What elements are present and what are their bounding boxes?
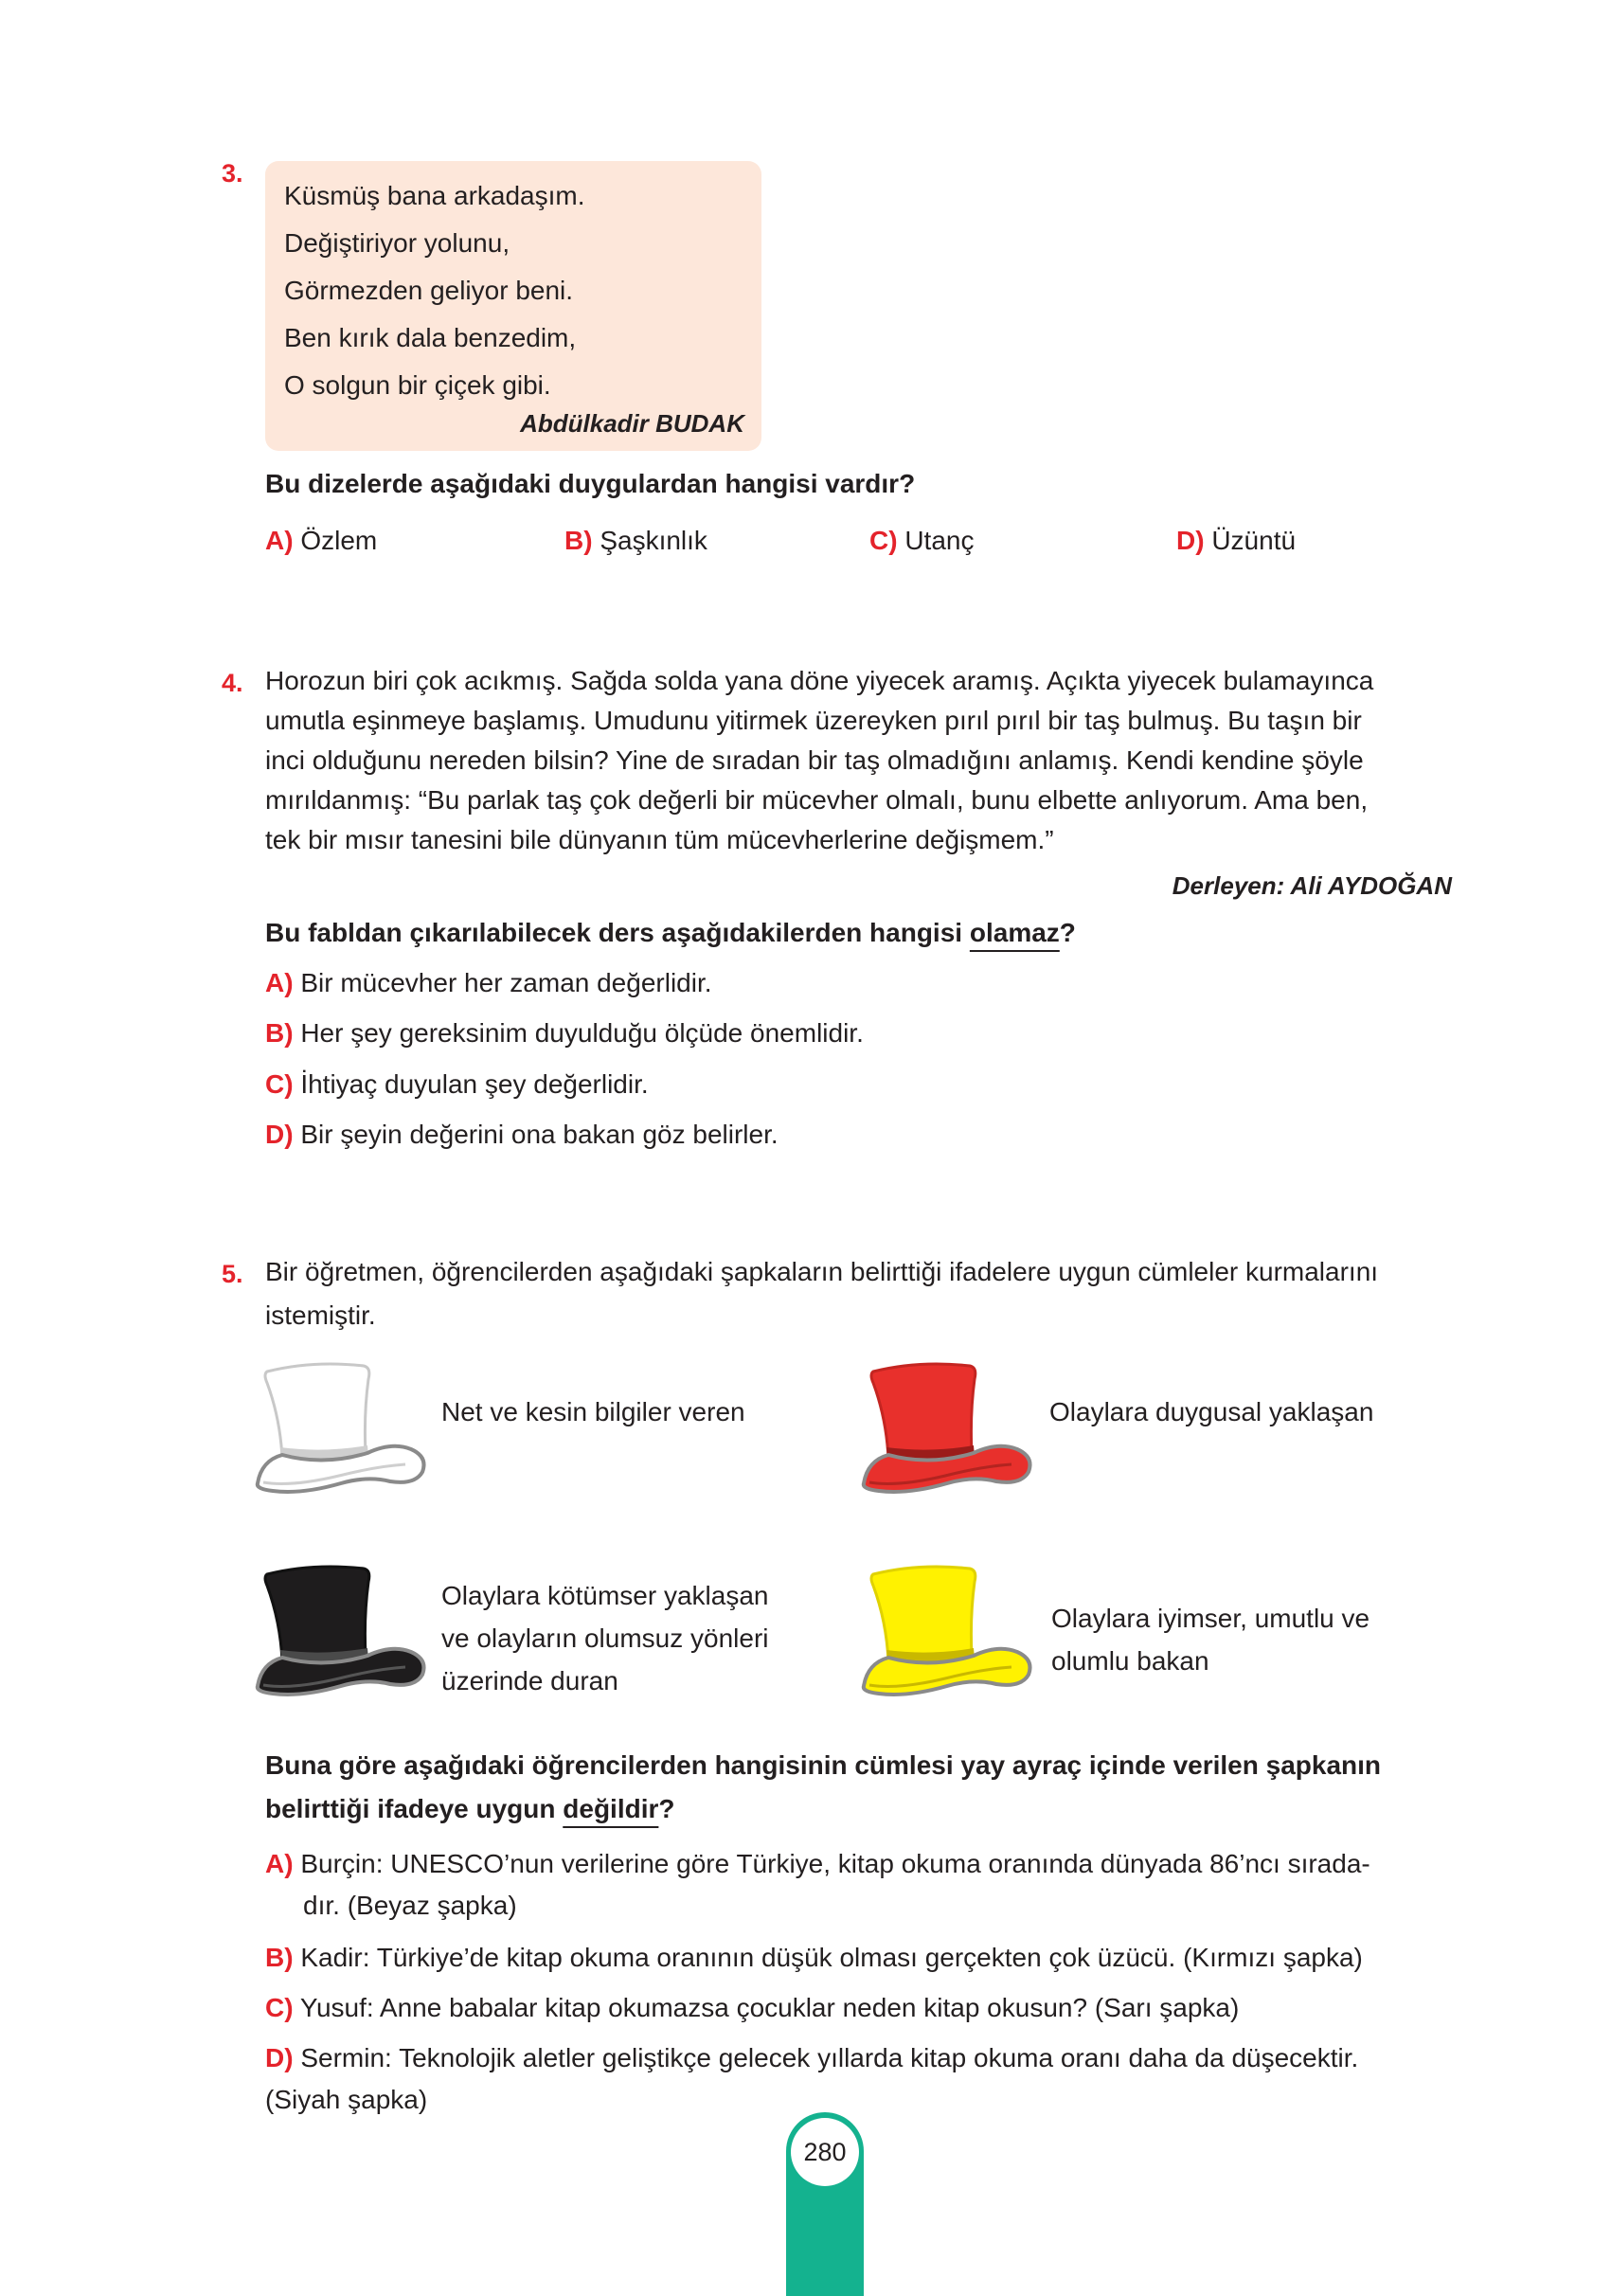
option-text: Kadir: Türkiye’de kitap okuma oranının düşük olması gerçekten çok üzücü. (Kırmızı şapka): [300, 1943, 1363, 1972]
question-5-number: 5.: [222, 1260, 243, 1288]
poem-line: Küsmüş bana arkadaşım.: [284, 181, 585, 210]
q3-option-b[interactable]: [564, 521, 707, 561]
option-text: Bir mücevher her zaman değerlidir.: [300, 968, 712, 997]
option-letter: B): [265, 1018, 294, 1048]
option-text: Burçin: UNESCO’nun verilerine göre Türkiye, kitap okuma oranında dünyada 86’ncı sırada-: [300, 1849, 1370, 1878]
option-letter: A): [265, 968, 294, 997]
fable-line: umutla eşinmeye başlamış. Umudunu yitirmek üzereyken pırıl pırıl bir taş bulmuş. Bu taşın bir: [265, 706, 1362, 735]
option-text: Her şey gereksinim duyulduğu ölçüde önemlidir.: [300, 1018, 864, 1048]
black-hat-label-line: ve olayların olumsuz yönleri: [441, 1623, 769, 1653]
fable-line: Horozun biri çok acıkmış. Sağda solda yana döne yiyecek aramış. Açıkta yiyecek bulamayınca: [265, 666, 1374, 695]
question-5-stem-line: [265, 1789, 675, 1829]
q5-option-a[interactable]: [265, 1844, 1370, 1926]
yellow-hat-label: [1051, 1597, 1369, 1682]
fable-compiler: Derleyen: Ali AYDOĞAN: [1172, 871, 1452, 900]
q4-option-b[interactable]: [265, 1013, 864, 1053]
stem-end: ?: [1059, 918, 1076, 947]
yellow-hat-label-line: olumlu bakan: [1051, 1646, 1209, 1676]
option-text: Özlem: [300, 526, 378, 555]
fable-line: mırıldanmış: “Bu parlak taş çok değerli bir mücevher olmalı, bunu elbette anlıyorum. Ama ben,: [265, 785, 1369, 815]
option-text: İhtiyaç duyulan şey değerlidir.: [300, 1069, 649, 1099]
yellow-hat-icon: [860, 1565, 1040, 1707]
question-4-stem: [265, 913, 1076, 953]
white-hat-icon: [254, 1362, 434, 1504]
question-4-number: 4.: [222, 669, 243, 697]
white-hat-label: Net ve kesin bilgiler veren: [441, 1397, 745, 1426]
option-letter: A): [265, 1849, 294, 1878]
option-letter: B): [564, 526, 593, 555]
black-hat-label-line: üzerinde duran: [441, 1666, 618, 1695]
option-text: Sermin: Teknolojik aletler geliştikçe gelecek yıllarda kitap okuma oranı daha da düşecektir.: [300, 2043, 1359, 2072]
black-hat-icon: [254, 1565, 434, 1707]
stem-end: ?: [658, 1794, 675, 1823]
stem-underlined: değildir: [563, 1794, 659, 1823]
poem-box: [265, 161, 761, 451]
question-5-stem-line: Buna göre aşağıdaki öğrencilerden hangisinin cümlesi yay ayraç içinde verilen şapkanın: [265, 1750, 1381, 1780]
q3-option-d[interactable]: [1176, 521, 1296, 561]
black-hat-label-line: Olaylara kötümser yaklaşan: [441, 1581, 769, 1610]
red-hat-icon: [860, 1362, 1040, 1504]
option-text: Şaşkınlık: [600, 526, 707, 555]
option-letter: D): [1176, 526, 1205, 555]
q5-option-b[interactable]: [265, 1938, 1363, 1978]
option-text: Yusuf: Anne babalar kitap okumazsa çocuklar neden kitap okusun? (Sarı şapka): [299, 1993, 1240, 2022]
poem-line: O solgun bir çiçek gibi.: [284, 370, 551, 400]
option-letter: A): [265, 526, 294, 555]
option-letter: C): [869, 526, 898, 555]
stem-underlined: olamaz: [969, 918, 1060, 947]
question-3-stem: Bu dizelerde aşağıdaki duygulardan hangisi vardır?: [265, 469, 916, 498]
q4-option-d[interactable]: [265, 1115, 779, 1155]
option-letter: C): [265, 1069, 294, 1099]
q3-option-c[interactable]: [869, 521, 974, 561]
fable-line: inci olduğunu nereden bilsin? Yine de sıradan bir taş olmadığını anlamış. Kendi kendine şöyle: [265, 745, 1364, 775]
page-number: 280: [791, 2118, 859, 2186]
stem-text: belirttiği ifadeye uygun: [265, 1794, 564, 1823]
black-hat-label: [441, 1574, 769, 1702]
stem-text: Bu fabldan çıkarılabilecek ders aşağıdakilerden hangisi: [265, 918, 970, 947]
option-text-cont: dır. (Beyaz şapka): [303, 1891, 517, 1920]
q5-intro-line: istemiştir.: [265, 1300, 376, 1330]
option-text: Üzüntü: [1211, 526, 1297, 555]
poem-line: Değiştiriyor yolunu,: [284, 228, 510, 258]
yellow-hat-label-line: Olaylara iyimser, umutlu ve: [1051, 1604, 1370, 1633]
q5-option-c[interactable]: [265, 1988, 1239, 2028]
poem-line: Ben kırık dala benzedim,: [284, 323, 577, 352]
question-3-number: 3.: [222, 159, 243, 188]
option-letter: C): [265, 1993, 294, 2022]
option-letter: D): [265, 2043, 294, 2072]
q4-option-c[interactable]: [265, 1065, 649, 1104]
q5-intro-line: Bir öğretmen, öğrencilerden aşağıdaki şapkaların belirttiği ifadelere uygun cümleler kurmalarını: [265, 1257, 1379, 1286]
fable-line: tek bir mısır tanesini bile dünyanın tüm mücevherlerine değişmem.”: [265, 825, 1054, 854]
red-hat-label: Olaylara duygusal yaklaşan: [1049, 1397, 1374, 1426]
poem-author: Abdülkadir BUDAK: [520, 409, 744, 438]
q3-option-a[interactable]: [265, 521, 377, 561]
option-letter: B): [265, 1943, 294, 1972]
q5-option-d[interactable]: [265, 2038, 1358, 2120]
option-text: Utanç: [904, 526, 975, 555]
option-text-cont: (Siyah şapka): [265, 2085, 428, 2114]
option-letter: D): [265, 1120, 294, 1149]
q4-option-a[interactable]: [265, 963, 712, 1003]
poem-line: Görmezden geliyor beni.: [284, 276, 574, 305]
option-text: Bir şeyin değerini ona bakan göz belirler.: [300, 1120, 779, 1149]
